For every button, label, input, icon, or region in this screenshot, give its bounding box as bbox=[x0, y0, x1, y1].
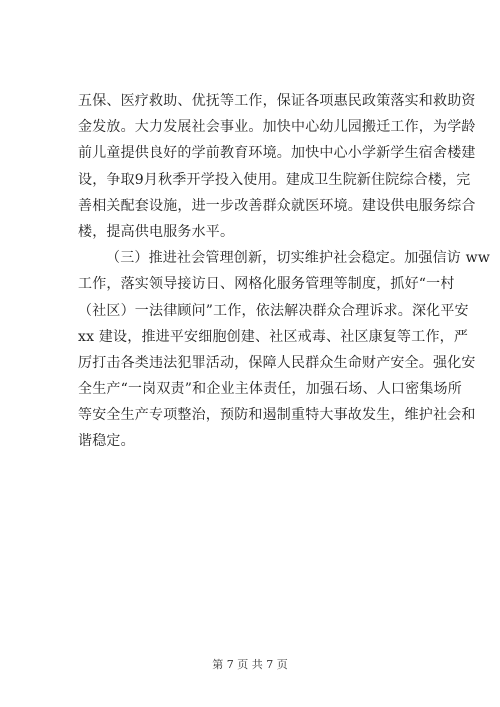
text-line: 善相关配套设施，进一步改善群众就医环境。建设供电服务综合 bbox=[78, 197, 476, 214]
page-footer: 第 7 页 共 7 页 bbox=[212, 658, 288, 671]
text-line: （三）推进社会管理创新，切实维护社会稳定。加强信访 ww bbox=[106, 250, 491, 267]
text-line: 全生产“一岗双责”和企业主体责任，加强石场、人口密集场所 bbox=[78, 381, 462, 398]
text-line: 设，争取9月秋季开学投入使用。建成卫生院新住院综合楼，完 bbox=[78, 171, 471, 188]
paragraph-2 bbox=[78, 245, 491, 455]
text-line: 工作，落实领导接访日、网格化服务管理等制度，抓好“一村 bbox=[78, 276, 455, 293]
paragraph-1 bbox=[78, 88, 476, 245]
text-line: 等安全生产专项整治，预防和遏制重特大事故发生，维护社会和 bbox=[78, 407, 476, 424]
text-line: 楼，提高供电服务水平。 bbox=[78, 223, 235, 240]
text-line: 金发放。大力发展社会事业。加快中心幼儿园搬迁工作，为学龄 bbox=[78, 119, 476, 136]
text-line: 厉打击各类违法犯罪活动，保障人民群众生命财产安全。强化安 bbox=[78, 354, 476, 371]
text-line: 五保、医疗救助、优抚等工作，保证各项惠民政策落实和救助资 bbox=[78, 93, 476, 109]
text-line: 谐稳定。 bbox=[78, 433, 135, 450]
text-line: xx 建设，推进平安细胞创建、社区戒毒、社区康复等工作，严 bbox=[78, 328, 469, 345]
text-line: 前儿童提供良好的学前教育环境。加快中心小学新学生宿舍楼建 bbox=[78, 145, 476, 162]
text-line: （社区）一法律顾问”工作，依法解决群众合理诉求。深化平安 bbox=[78, 302, 469, 319]
document-body bbox=[78, 88, 491, 455]
